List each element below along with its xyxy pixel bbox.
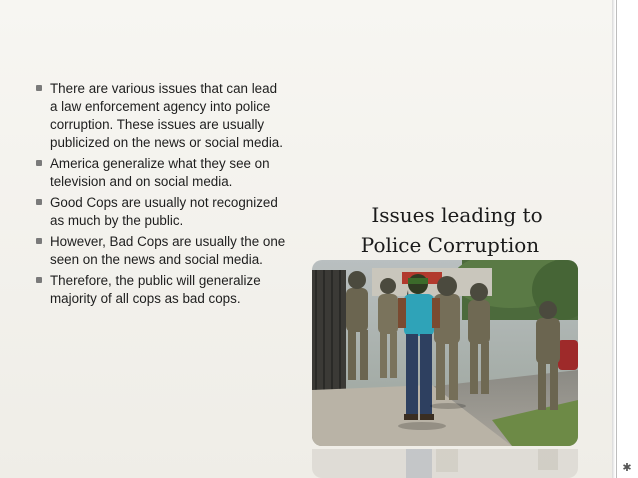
protest-photo-illustration xyxy=(312,260,578,446)
photo-reflection xyxy=(312,449,578,478)
slide-title xyxy=(330,200,570,260)
bullet-item-5 xyxy=(36,272,288,308)
bullet-text-2: America generalize what they see on television and on social media. xyxy=(50,156,270,189)
protest-photo xyxy=(312,260,578,446)
bullet-item-2 xyxy=(36,155,288,191)
bullet-list xyxy=(36,80,288,311)
bullet-text-5: Therefore, the public will generalize majority of all cops as bad cops. xyxy=(50,273,261,306)
bullet-item-4 xyxy=(36,233,288,269)
bullet-item-1 xyxy=(36,80,288,152)
bullet-marker-icon xyxy=(36,199,42,205)
bullet-marker-icon xyxy=(36,160,42,166)
bullet-text-4: However, Bad Cops are usually the one seen on the news and social media. xyxy=(50,234,286,267)
photo-reflection-illustration xyxy=(312,449,578,478)
bullet-marker-icon xyxy=(36,85,42,91)
bullet-text-3: Good Cops are usually not recognized as much by the public. xyxy=(50,195,278,228)
bullet-marker-icon xyxy=(36,277,42,283)
slide-title-line-1: Issues leading to xyxy=(371,203,543,227)
bullet-text-1: There are various issues that can lead a law enforcement agency into police corruption. These issues are usually publicized on the news or social media. xyxy=(50,81,283,150)
slide-title-line-2: Police Corruption xyxy=(360,233,540,257)
bullet-marker-icon xyxy=(36,238,42,244)
expand-icon[interactable]: ✱ xyxy=(622,461,632,474)
slide-edge xyxy=(612,0,638,478)
bullet-item-3 xyxy=(36,194,288,230)
